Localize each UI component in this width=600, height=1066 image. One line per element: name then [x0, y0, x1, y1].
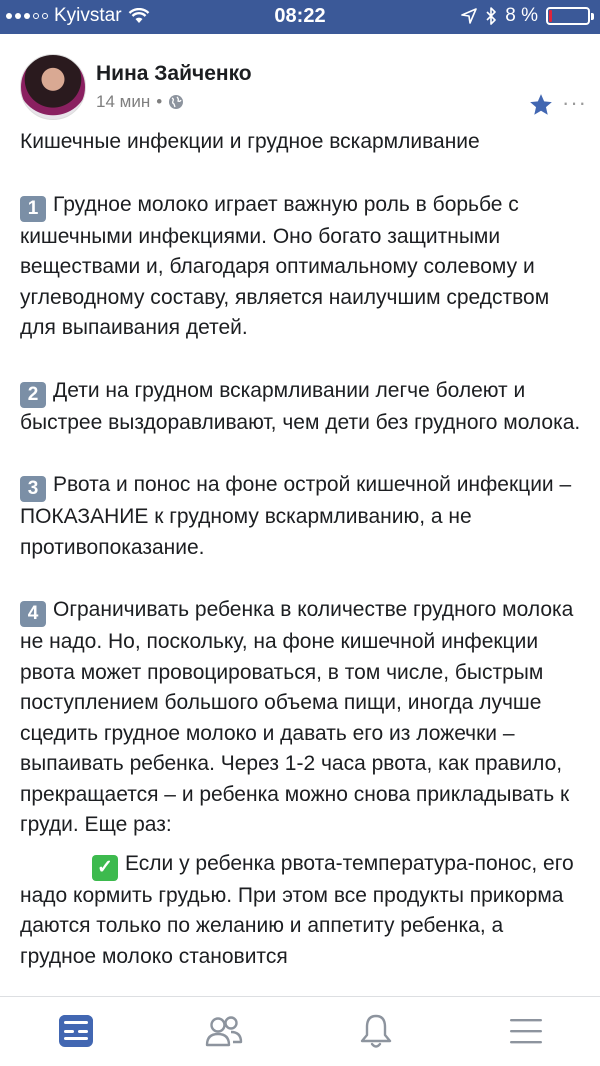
battery-level: [549, 10, 552, 22]
tab-notifications[interactable]: [356, 1011, 396, 1051]
list-item: [20, 595, 584, 841]
number-badge-icon: 4: [20, 601, 46, 627]
list-item: [20, 190, 584, 344]
more-options-icon[interactable]: ···: [562, 90, 587, 115]
news-feed-icon: [56, 1011, 96, 1051]
list-item: [20, 849, 584, 973]
bluetooth-icon: [485, 7, 497, 25]
status-time: 08:22: [274, 5, 326, 27]
post-body: [20, 127, 584, 1004]
post-meta: [96, 92, 184, 112]
globe-icon: [168, 94, 184, 110]
number-badge-icon: 2: [20, 382, 46, 408]
tab-menu[interactable]: [506, 1011, 546, 1051]
bell-icon: [356, 1011, 396, 1051]
post-title: Кишечные инфекции и грудное вскармливание: [20, 130, 480, 153]
friends-icon: [204, 1011, 244, 1051]
carrier-name: Kyivstar: [54, 5, 122, 26]
bottom-tab-bar: [0, 996, 600, 1066]
post-time[interactable]: 14 мин: [96, 92, 151, 111]
list-item-text: Ограничивать ребенка в количестве грудного молока не надо. Но, поскольку, на фоне кишечной инфекции рвота может провоцироваться, в том числе, быстрым поступлением большого объема пищи, иногда лучше сцедить грудное молоко и давать его из ложечки – выпаивать ребенка. Через 1-2 часа рвота, как правило, прекращается – и ребенка можно снова прикладывать к груди. Еще раз:: [20, 598, 574, 836]
list-item-text: Дети на грудном вскармливании легче болеют и быстрее выздоравливают, чем дети без грудного молока.: [20, 378, 581, 434]
list-item-text: Если у ребенка рвота-температура-понос, его надо кормить грудью. При этом все продукты прикорма даются только по желанию и аппетиту ребенка, а грудное молоко становится: [20, 851, 574, 968]
status-right: [461, 5, 590, 27]
meta-separator: •: [156, 92, 163, 111]
battery-percentage: 8 %: [505, 5, 538, 26]
number-badge-icon: 1: [20, 196, 46, 222]
author-name[interactable]: Нина Зайченко: [96, 62, 252, 85]
number-badge-icon: 3: [20, 476, 46, 502]
status-bar: [0, 0, 600, 34]
location-arrow-icon: [461, 8, 477, 24]
list-item-text: Рвота и понос на фоне острой кишечной инфекции – ПОКАЗАНИЕ к грудному вскармливанию, а не противопоказание.: [20, 473, 572, 559]
check-mark-icon: ✓: [92, 855, 118, 881]
battery-icon: [546, 7, 590, 25]
avatar[interactable]: [20, 54, 86, 120]
tab-friends[interactable]: [204, 1011, 244, 1051]
list-item: [20, 376, 584, 439]
list-item: [20, 470, 584, 563]
tab-news-feed[interactable]: [56, 1011, 96, 1051]
list-item-text: Грудное молоко играет важную роль в борьбе с кишечными инфекциями. Оно богато защитными веществами и, благодаря оптимальному солевому и углеводному составу, является наилучшим средством для выпаивания детей.: [20, 192, 550, 339]
hamburger-menu-icon: [506, 1011, 546, 1051]
post-header: [0, 34, 600, 120]
star-icon[interactable]: [528, 92, 554, 118]
